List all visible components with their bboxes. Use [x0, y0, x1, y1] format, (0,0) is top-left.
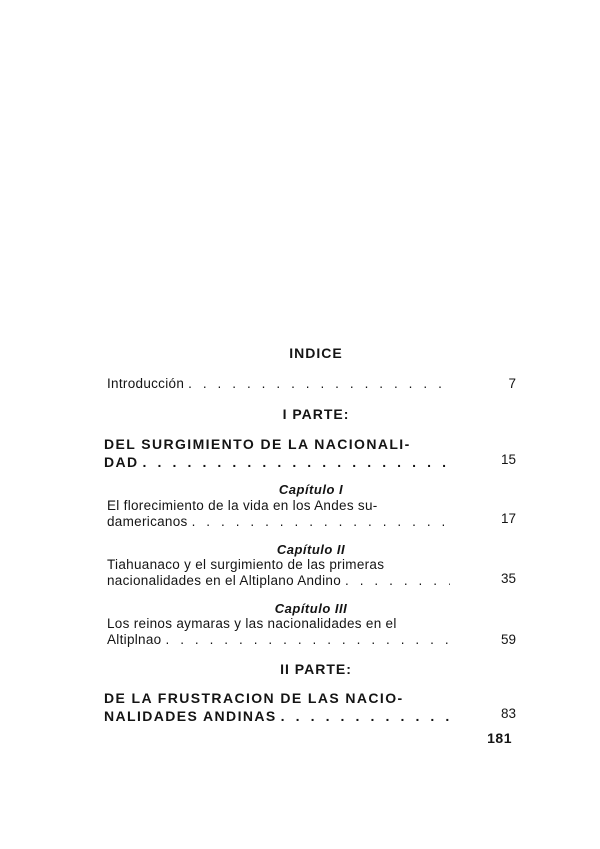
chapter-one-title-line2: damericanos	[107, 514, 188, 529]
part-one-title-line2: DAD	[104, 454, 139, 470]
part-two-title-line1: DE LA FRUSTRACION DE LAS NACIO-	[104, 690, 404, 706]
index-title: INDICE	[289, 345, 343, 361]
folio-page-number: 181	[487, 730, 512, 746]
chapter-two-title-line1: Tiahuanaco y el surgimiento de las primeras	[107, 557, 385, 572]
page-number: 59	[500, 632, 516, 647]
leader-dots	[139, 454, 456, 470]
chapter-one-title-line1: El florecimiento de la vida en los Andes su-	[107, 498, 378, 513]
page-number: 17	[500, 511, 516, 526]
toc-entry-introduction	[107, 376, 450, 391]
page-number: 35	[500, 571, 516, 586]
chapter-two-heading: Capítulo II	[276, 542, 346, 557]
chapter-three-title-line2: Altiplnao	[107, 632, 162, 647]
leader-dots	[277, 708, 456, 724]
toc-entry-part-two	[104, 708, 456, 724]
part-two-title-line2: NALIDADES ANDINAS	[104, 708, 277, 724]
page-number: 15	[500, 452, 516, 467]
page-number: 7	[508, 376, 516, 391]
toc-entry-chapter-two	[107, 573, 450, 588]
chapter-two-title-line2: nacionalidades en el Altiplano Andino	[107, 573, 342, 588]
leader-dots	[162, 632, 451, 647]
toc-entry-chapter-one	[107, 514, 450, 529]
chapter-three-title-line1: Los reinos aymaras y las nacionalidades en el	[107, 616, 397, 631]
leader-dots	[184, 376, 450, 391]
leader-dots	[341, 573, 450, 588]
toc-entry-chapter-three	[107, 632, 450, 647]
part-one-heading: I PARTE:	[282, 406, 350, 422]
toc-entry-part-one	[104, 454, 456, 470]
part-one-title-line1: DEL SURGIMIENTO DE LA NACIONALI-	[104, 436, 411, 452]
leader-dots	[188, 514, 450, 529]
part-two-heading: II PARTE:	[280, 661, 352, 677]
page-number: 83	[500, 706, 516, 721]
toc-entry-text: Introducción	[107, 376, 185, 391]
chapter-one-heading: Capítulo I	[278, 482, 344, 497]
chapter-three-heading: Capítulo III	[274, 601, 348, 616]
